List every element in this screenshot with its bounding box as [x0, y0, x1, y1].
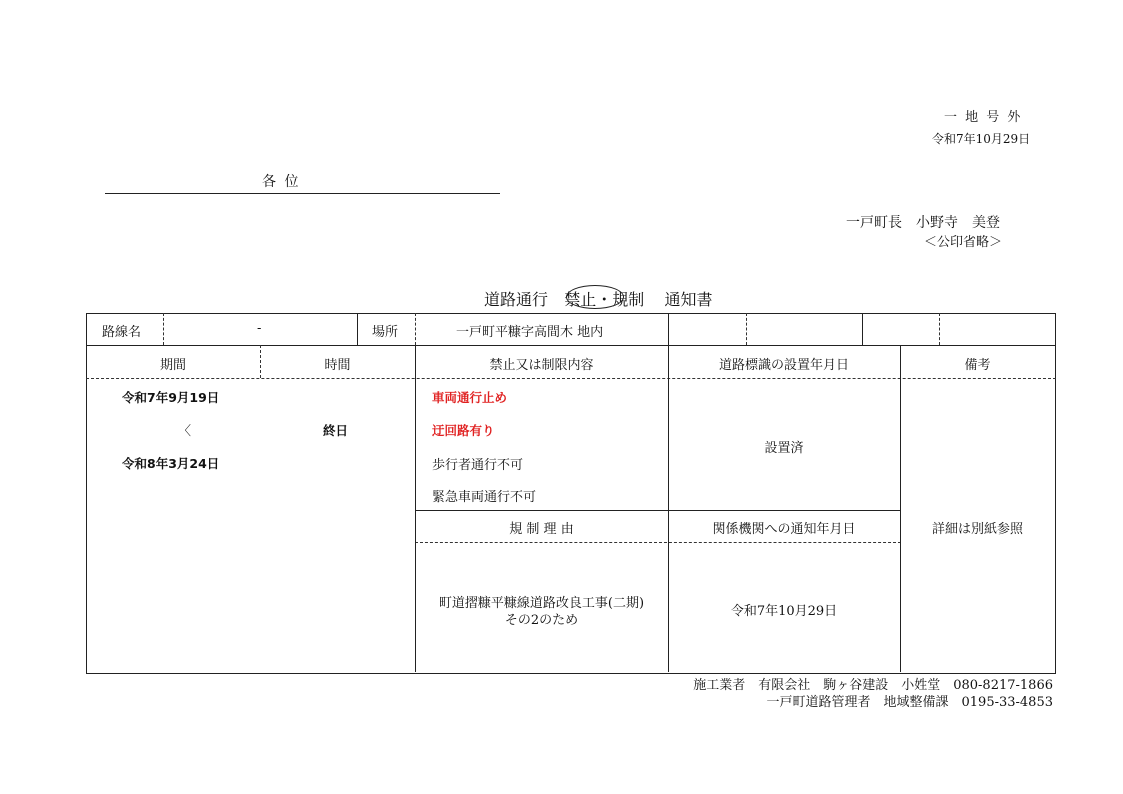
header-bottom-line	[86, 378, 1056, 379]
header-sign-date: 道路標識の設置年月日	[718, 358, 849, 373]
restriction-item: 車両通行止め	[432, 390, 508, 405]
header-time: 時間	[324, 358, 351, 373]
divider	[939, 313, 940, 345]
restriction-item: 緊急車両通行不可	[432, 490, 537, 505]
title-suffix: 通知書	[664, 290, 713, 309]
route-value: -	[257, 321, 262, 336]
place-label: 場所	[372, 325, 399, 340]
remarks-value: 詳細は別紙参照	[931, 522, 1023, 537]
title-option-other: 規制	[612, 290, 645, 309]
period-tilde: 〈	[178, 424, 192, 439]
restriction-item: 迂回路有り	[432, 423, 495, 438]
divider	[900, 345, 901, 672]
sender-name: 一戸町長 小野寺 美登	[846, 215, 1000, 231]
manager-info: 一戸町道路管理者 地域整備課 0195-33-4853	[766, 695, 1053, 710]
seal-note: ＜公印省略＞	[924, 235, 1003, 250]
notify-date: 令和7年10月29日	[730, 604, 838, 619]
title-prefix: 道路通行	[484, 290, 549, 309]
title-separator: ・	[596, 290, 613, 309]
period-end: 令和8年3月24日	[122, 456, 220, 471]
restriction-item: 歩行者通行不可	[432, 458, 524, 473]
header-content: 禁止又は制限内容	[489, 358, 594, 373]
document-number: 一 地 号 外	[944, 110, 1023, 125]
row1-bottom-line	[86, 345, 1056, 346]
sign-status: 設置済	[764, 441, 804, 456]
divider	[668, 345, 669, 672]
divider	[415, 313, 416, 345]
mid-solid-line	[415, 510, 901, 511]
header-period: 期間	[159, 358, 186, 373]
addressee-underline	[105, 193, 500, 194]
reason-line-1: 町道摺糠平糠線道路改良工事(二期)	[438, 596, 645, 611]
divider	[862, 313, 863, 345]
period-start: 令和7年9月19日	[122, 390, 220, 405]
title-option-circled: 禁止	[564, 290, 597, 309]
divider	[163, 313, 164, 345]
period-time: 終日	[323, 423, 349, 438]
divider	[746, 313, 747, 345]
header-remarks: 備考	[964, 358, 991, 373]
notify-header: 関係機関への通知年月日	[712, 522, 856, 537]
place-value: 一戸町平糠字高間木 地内	[456, 325, 604, 340]
circle-mark	[566, 285, 624, 309]
route-label: 路線名	[102, 325, 142, 340]
mid-dashed-line	[415, 542, 901, 543]
addressee: 各 位	[262, 174, 301, 190]
divider	[668, 313, 669, 345]
contractor-info: 施工業者 有限会社 駒ヶ谷建設 小姓堂 080-8217-1866	[693, 678, 1053, 693]
issue-date: 令和7年10月29日	[932, 132, 1031, 146]
reason-header: 規 制 理 由	[509, 522, 574, 537]
divider	[357, 313, 358, 345]
reason-line-2: その2のため	[504, 613, 579, 628]
